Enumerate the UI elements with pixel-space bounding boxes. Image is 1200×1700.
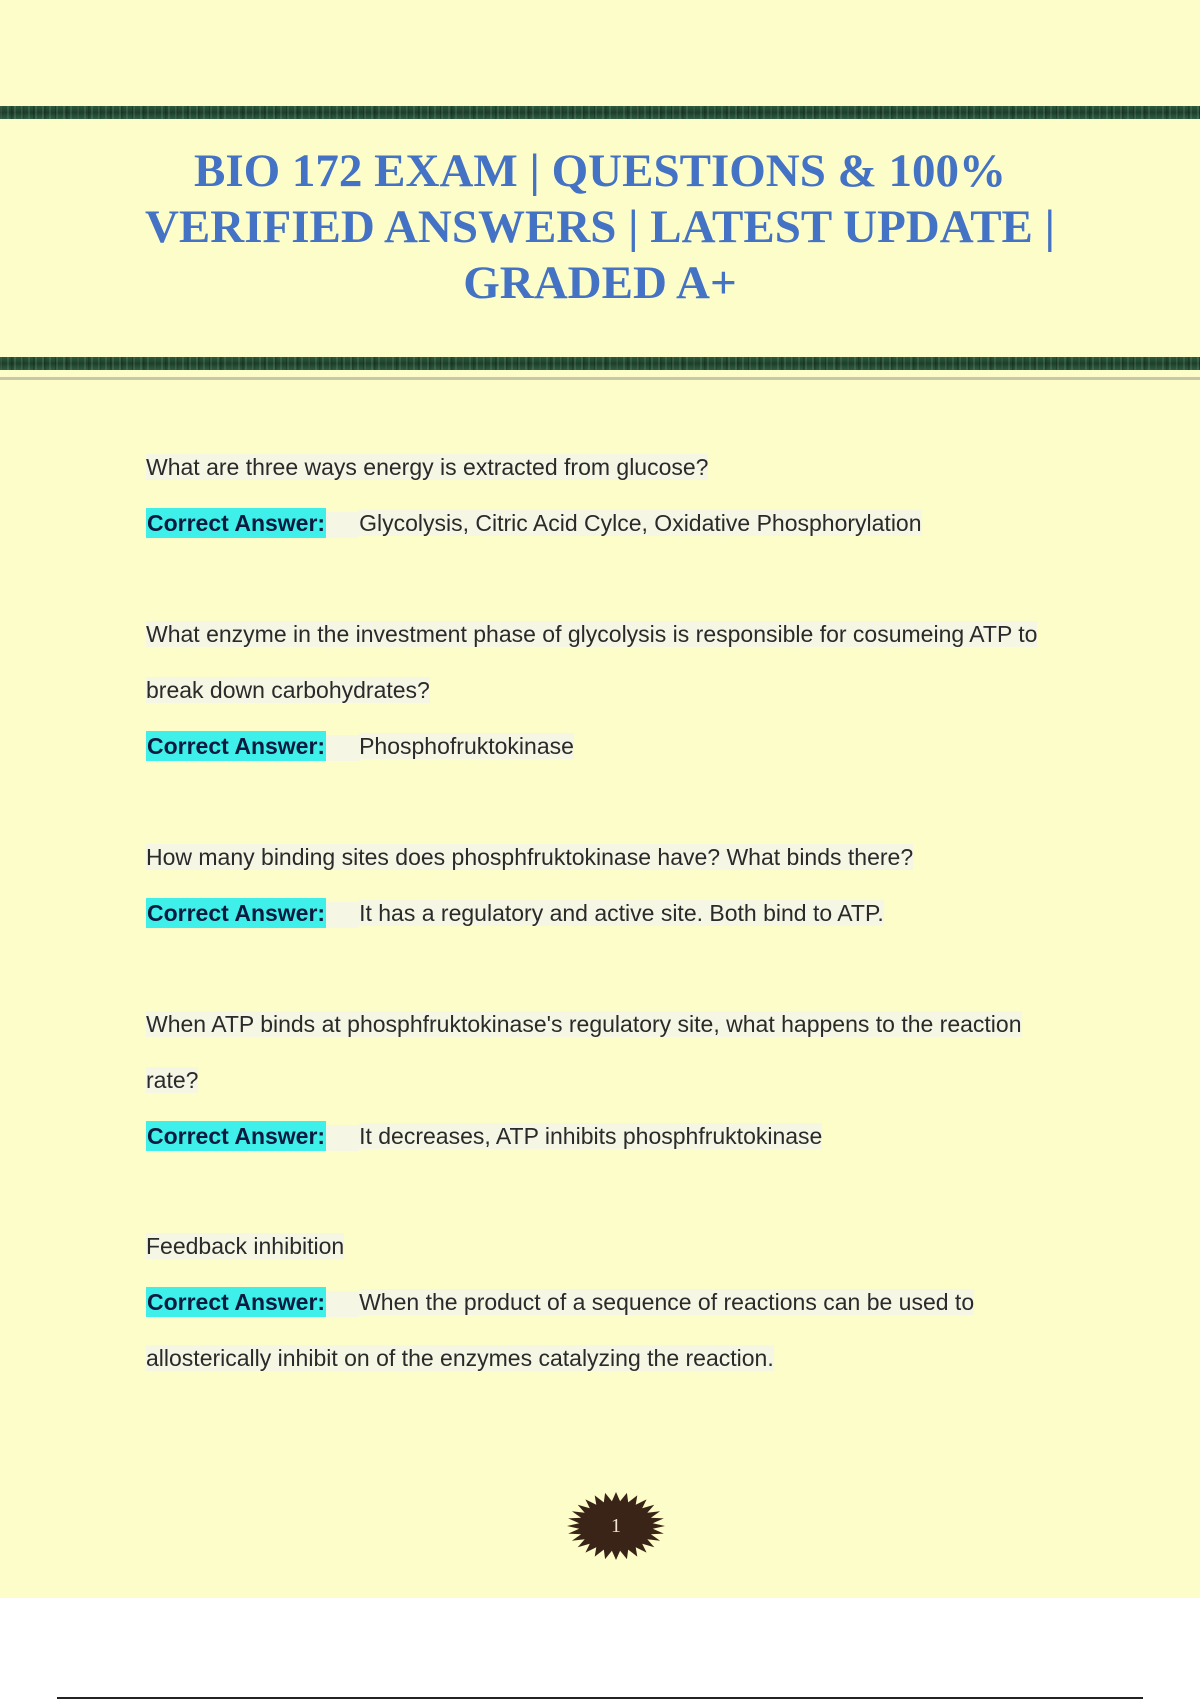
qa-item-1 — [146, 439, 1096, 551]
question-text: What enzyme in the investment phase of glycolysis is responsible for cosumeing ATP to — [146, 621, 1038, 647]
answer-text: When the product of a sequence of reactions can be used to — [359, 1289, 975, 1315]
correct-answer-label: Correct Answer: — [147, 733, 326, 759]
answer-text: Phosphofruktokinase — [359, 733, 574, 759]
page-number: 1 — [611, 1515, 621, 1537]
answer-row — [146, 1274, 1096, 1330]
correct-answer-label: Correct Answer: — [147, 510, 326, 536]
answer-text-continued: allosterically inhibit on of the enzymes catalyzing the reaction. — [146, 1345, 774, 1371]
correct-answer-label: Correct Answer: — [147, 1289, 326, 1315]
question-text-continued: break down carbohydrates? — [146, 677, 430, 703]
question-text: When ATP binds at phosphfruktokinase's regulatory site, what happens to the reaction — [146, 1011, 1022, 1037]
qa-item-3 — [146, 829, 1096, 941]
footer-rule — [57, 1697, 1143, 1699]
answer-row — [146, 718, 1096, 774]
correct-answer-label: Correct Answer: — [147, 1123, 326, 1149]
qa-item-2 — [146, 606, 1096, 774]
question-text-continued: rate? — [146, 1067, 199, 1093]
header-divider-line — [0, 377, 1200, 380]
answer-text: It decreases, ATP inhibits phosphfruktokinase — [359, 1123, 823, 1149]
question-text: How many binding sites does phosphfruktokinase have? What binds there? — [146, 844, 914, 870]
qa-item-5 — [146, 1218, 1096, 1386]
correct-answer-label: Correct Answer: — [147, 900, 326, 926]
header-top-band — [0, 106, 1200, 119]
answer-row — [146, 1108, 1096, 1164]
answer-row — [146, 495, 1096, 551]
qa-item-4 — [146, 996, 1096, 1164]
document-title: BIO 172 EXAM | QUESTIONS & 100% VERIFIED ANSWERS | LATEST UPDATE | GRADED A+ — [144, 145, 1055, 309]
answer-text: It has a regulatory and active site. Both bind to ATP. — [359, 900, 884, 926]
question-text: What are three ways energy is extracted from glucose? — [146, 454, 709, 480]
header-bottom-band — [0, 357, 1200, 370]
question-text: Feedback inhibition — [146, 1233, 345, 1259]
answer-text: Glycolysis, Citric Acid Cylce, Oxidative Phosphorylation — [359, 510, 922, 536]
answer-row — [146, 885, 1096, 941]
